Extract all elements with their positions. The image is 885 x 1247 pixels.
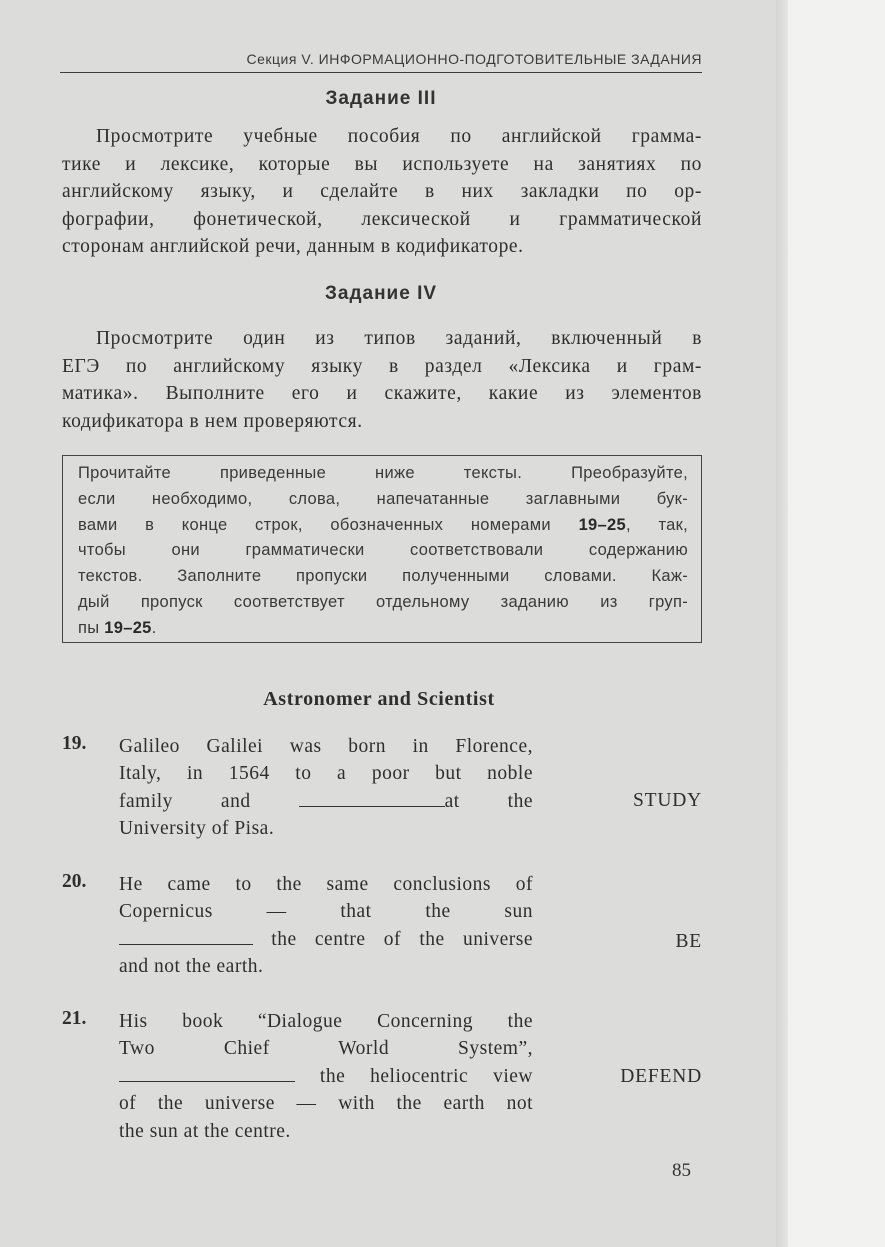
exercise-item-21 (62, 1008, 702, 1158)
item-line: His book “Dialogue Concerning the (119, 1011, 533, 1032)
item-line: and not the earth. (119, 956, 264, 978)
item-line (119, 1063, 533, 1090)
task-3-line: английскому языку, и сделайте в них закладки по ор- (62, 181, 702, 203)
next-page-edge (788, 0, 885, 1247)
item-line: Galileo Galilei was born in Florence, (119, 736, 533, 757)
task-4-line: ЕГЭ по английскому языку в раздел «Лексика и грам- (62, 355, 702, 377)
exercise-item-20 (62, 871, 702, 991)
task-3-line: Просмотрите учебные пособия по английской грамма- (96, 126, 702, 147)
instruction-text: . (151, 618, 157, 637)
exercise-item-19 (62, 733, 702, 853)
item-number: 20. (62, 871, 87, 892)
item-text (119, 1008, 533, 1145)
item-line: Italy, in 1564 to a poor but noble (119, 763, 533, 785)
item-line-part: the heliocentric view (295, 1065, 533, 1087)
instruction-text: пы (78, 618, 105, 637)
task-3-title: Задание III (325, 88, 437, 109)
instruction-line: дый пропуск соответствует отдельному заданию из груп- (78, 592, 688, 611)
answer-blank[interactable] (299, 788, 445, 807)
item-line: of the universe — with the earth not (119, 1093, 533, 1115)
task-4-body (62, 325, 702, 435)
item-line-part: family and (119, 790, 251, 812)
task-3-body (62, 123, 702, 261)
base-word: BE (675, 931, 702, 952)
item-line: Copernicus — that the sun (119, 901, 533, 923)
task-4-line: Просмотрите один из типов заданий, включенный в (96, 328, 702, 349)
item-range: 19–25 (578, 515, 626, 534)
instruction-line: текстов. Заполните пропуски полученными словами. Каж- (78, 567, 688, 586)
task-3-line: тике и лексике, которые вы используете на занятиях по (62, 153, 702, 175)
text-title: Astronomer and Scientist (263, 688, 495, 710)
task-4-title: Задание IV (324, 283, 438, 304)
task-4-line: кодификатора в нем проверяются. (62, 410, 363, 432)
task-4-line: матика». Выполните его и скажите, какие из элементов (62, 383, 702, 405)
answer-blank[interactable] (119, 926, 253, 945)
instruction-line (78, 616, 688, 642)
item-number: 19. (62, 733, 87, 754)
instruction-line: Прочитайте приведенные ниже тексты. Преобразуйте, (78, 464, 688, 482)
running-header (60, 48, 702, 73)
task-3-line: сторонам английской речи, данным в кодификаторе. (62, 236, 524, 258)
item-line-part: the centre of the universe (253, 928, 533, 950)
item-number: 21. (62, 1008, 87, 1029)
instruction-text: вами в конце строк, обозначенных номерами (78, 515, 579, 534)
item-text (119, 871, 533, 981)
item-line: University of Pisa. (119, 818, 275, 840)
instruction-line: если необходимо, слова, напечатанные заглавными бук- (78, 489, 688, 508)
page-number: 85 (672, 1160, 691, 1181)
instruction-text: , так, (625, 515, 688, 534)
base-word: DEFEND (620, 1066, 702, 1087)
item-line: He came to the same conclusions of (119, 874, 533, 895)
item-text (119, 733, 533, 843)
base-word: STUDY (632, 790, 702, 811)
item-line: the sun at the centre. (119, 1120, 291, 1142)
item-line (119, 788, 533, 815)
answer-blank[interactable] (119, 1063, 295, 1082)
instruction-line: чтобы они грамматически соответствовали содержанию (78, 541, 688, 560)
item-line-part: at the (444, 790, 533, 812)
item-line (119, 926, 533, 953)
item-range: 19–25 (104, 618, 152, 637)
item-line: Two Chief World System”, (119, 1038, 533, 1060)
instruction-line (78, 513, 688, 539)
section-title: Секция V. ИНФОРМАЦИОННО-ПОДГОТОВИТЕЛЬНЫЕ ЗАДАНИЯ (246, 51, 702, 67)
instruction-box (62, 455, 702, 643)
task-3-line: фографии, фонетической, лексической и грамматической (62, 208, 702, 230)
